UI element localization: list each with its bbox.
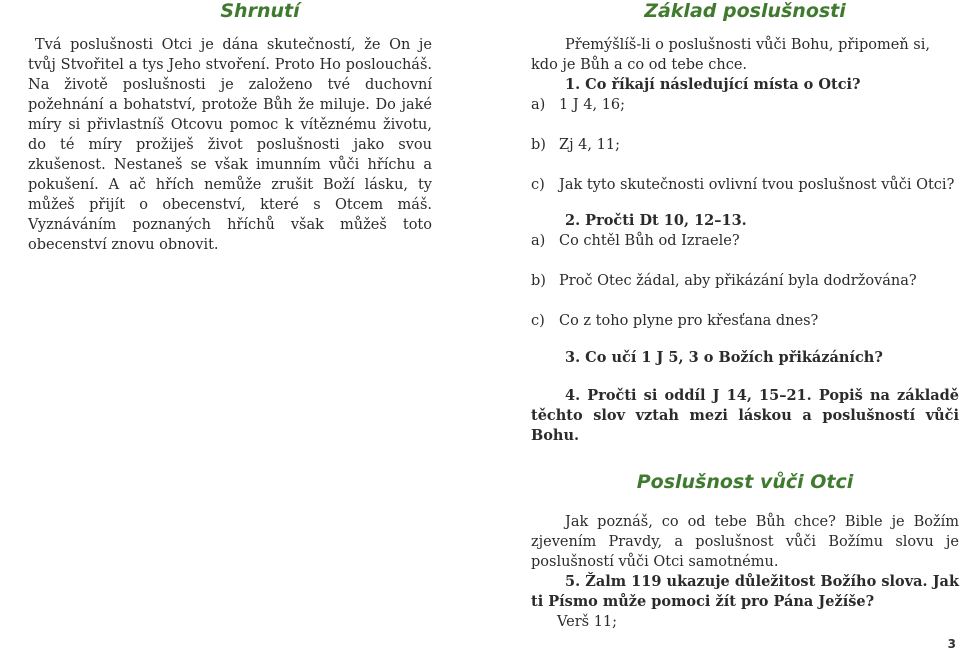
- sub-label: a): [531, 97, 546, 113]
- summary-heading: Shrnutí: [220, 0, 300, 22]
- question-2c: [531, 311, 959, 331]
- question-1: 1. Co říkají následující místa o Otci?: [565, 76, 861, 93]
- intro-text: Přemýšlíš-li o poslušnosti vůči Bohu, připomeň si, kdo je Bůh a co od tebe chce.: [531, 37, 930, 73]
- question-4: 4. Pročti si oddíl J 14, 15–21. Popiš na základě těchto slov vztah mezi láskou a poslušností vůči Bohu.: [531, 387, 959, 444]
- sub-label: b): [531, 273, 546, 289]
- sub-text: Proč Otec žádal, aby přikázání byla dodržována?: [559, 273, 917, 289]
- summary-text: Tvá poslušnosti Otci je dána skutečností, že On je tvůj Stvořitel a tys Jeho stvoření. Proto Ho posloucháš. Na životě poslušnosti je založeno tvé duchovní požehnání a bohatství, protože Bůh že miluje. Do jaké míry si přivlastníš Otcovu pomoc k vítěznému životu, do té míry prožiješ život poslušnosti jako svou zkušenost. Nestaneš se však imunním vůči hříchu a pokušení. A ač hřích nemůže zrušit Boží lásku, ty můžeš přijít o obecenství, které s Otcem máš. Vyznáváním poznaných hříchů však můžeš toto obecenství znovu obnovit.: [28, 37, 432, 253]
- question-1b: [531, 135, 959, 155]
- question-2b: [531, 271, 959, 291]
- sub-label: c): [531, 177, 545, 193]
- page-number: 3: [947, 637, 956, 651]
- summary-column: [28, 0, 432, 255]
- questions-column: [531, 0, 959, 632]
- question-1c: [531, 175, 959, 195]
- sub-text: 1 J 4, 16;: [559, 97, 626, 113]
- question-2a: [531, 231, 959, 251]
- question-1a: [531, 95, 959, 115]
- obedience-text: Jak poznáš, co od tebe Bůh chce? Bible je Božím zjevením Pravdy, a poslušnost vůči Božímu slovu je poslušností vůči Otci samotnému.: [531, 514, 959, 570]
- basis-heading: Základ poslušnosti: [644, 0, 846, 22]
- question-3: 3. Co učí 1 J 5, 3 o Božích přikázáních?: [565, 349, 883, 366]
- sub-text: Co chtěl Bůh od Izraele?: [559, 233, 740, 249]
- verse-reference: Verš 11;: [557, 614, 618, 630]
- sub-label: a): [531, 233, 546, 249]
- sub-label: b): [531, 137, 546, 153]
- sub-text: Zj 4, 11;: [559, 137, 620, 153]
- sub-label: c): [531, 313, 545, 329]
- obedience-heading: Poslušnost vůči Otci: [636, 471, 854, 493]
- sub-text: Jak tyto skutečnosti ovlivní tvou poslušnost vůči Otci?: [559, 177, 955, 193]
- sub-text: Co z toho plyne pro křesťana dnes?: [559, 313, 819, 329]
- question-2: 2. Pročti Dt 10, 12–13.: [565, 212, 747, 229]
- question-5: 5. Žalm 119 ukazuje důležitost Božího slova. Jak ti Písmo může pomoci žít pro Pána Ježíše?: [531, 573, 959, 610]
